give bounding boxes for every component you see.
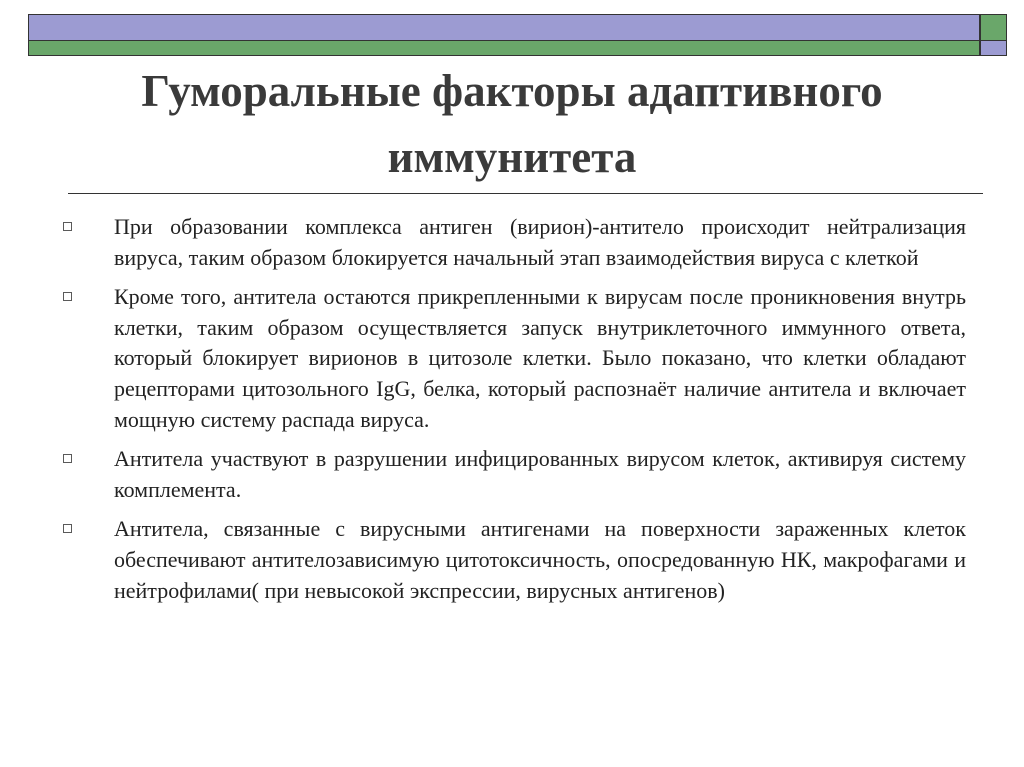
list-item-text: Антитела, связанные с вирусными антигенами на поверхности зараженных клеток обеспечивают антителозависимую цитотоксичность, опосредованную НК, макрофагами и нейтрофилами( при невысокой экспрессии, вирусных антигенов) [114,516,966,603]
corner-square-green [980,14,1007,41]
list-item-text: При образовании комплекса антиген (вирион)-антитело происходит нейтрализация вируса, таким образом блокируется начальный этап взаимодействия вируса с клеткой [114,214,966,270]
bullet-list [58,212,966,615]
header-bar-purple [28,14,980,41]
list-item [58,514,966,606]
slide-title [30,58,994,190]
square-bullet-icon [63,292,72,301]
slide-title-line-1: Гуморальные факторы адаптивного [141,66,883,116]
list-item-text: Антитела участвуют в разрушении инфицированных вирусом клеток, активируя систему комплемента. [114,446,966,502]
square-bullet-icon [63,454,72,463]
header-bar-green [28,40,980,56]
list-item [58,282,966,435]
square-bullet-icon [63,524,72,533]
slide-title-line-2: иммунитета [387,132,637,182]
list-item [58,212,966,273]
list-item [58,444,966,505]
square-bullet-icon [63,222,72,231]
list-item-text: Кроме того, антитела остаются прикрепленными к вирусам после проникновения внутрь клетки, таким образом осуществляется запуск внутриклеточного иммунного ответа, который блокирует вирионов в цитозоле клетки. Было показано, что клетки обладают рецепторами цитозольного IgG, белка, который распознаёт наличие антитела и включает мощную систему распада вируса. [114,284,966,432]
title-divider [68,193,983,194]
corner-square-purple [980,40,1007,56]
